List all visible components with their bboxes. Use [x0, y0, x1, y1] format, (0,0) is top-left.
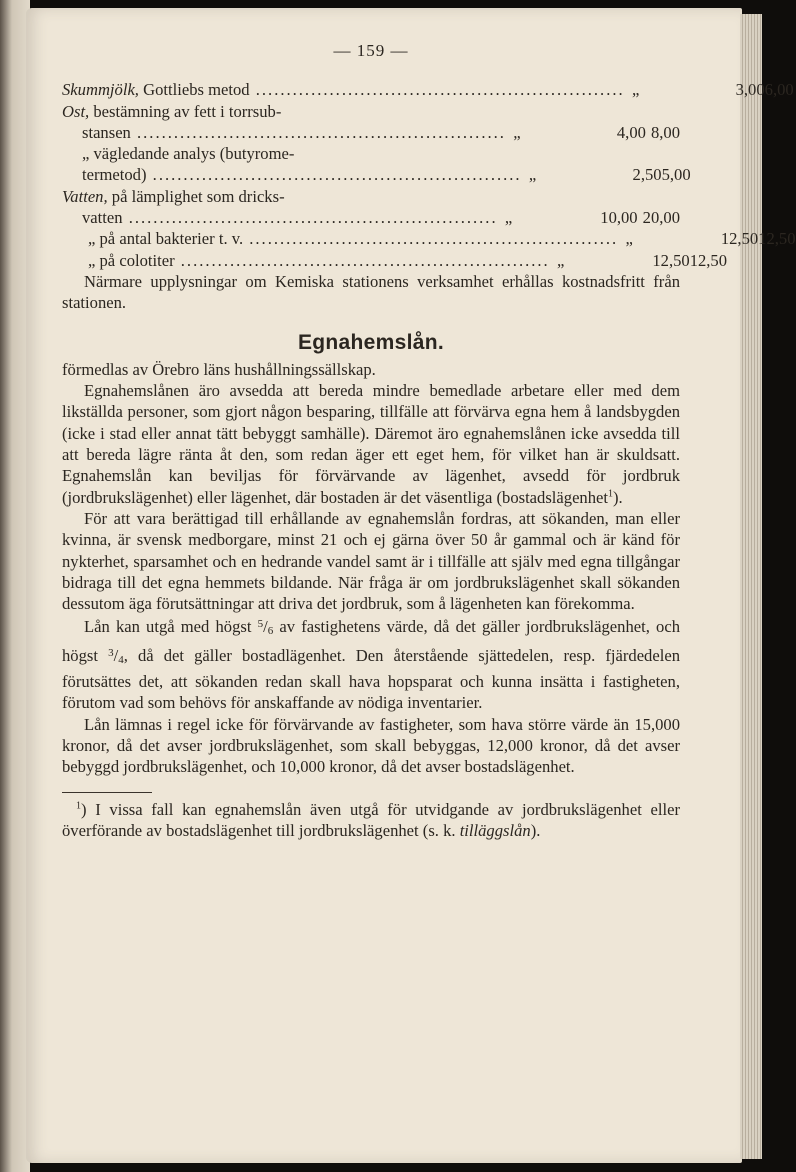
price-row [62, 164, 691, 185]
footnote-rule [62, 792, 152, 793]
price-row-ditto-mark: „ [513, 122, 521, 142]
price-row-text: stansen [82, 122, 131, 142]
footnote: $^1$) I vissa fall kan egnahemslån även utgå för utvidgande av jordbrukslägenhet eller överförande av bostadslägenhet till jordbrukslägenhet (s. k. tilläggslån). [62, 799, 680, 840]
paragraph-loan-amount: Lån kan utgå med högst $^5$/6 av fastighetens värde, då det gäller jordbrukslägenhet, och högst $^3$/4, då det gäller bostadlägenhet. Den återstående sjättedelen, resp. fjärdedelen förutsättes det, att sökanden redan skall hava hopsparat och kunna insätta i fastigheten, förutom vad som behövs för anskaffande av nödiga inventarier. [62, 617, 680, 713]
price-row-value-1: 12,50 [652, 250, 690, 270]
loan-text-a: Lån kan utgå med högst [84, 617, 258, 637]
price-row-text: „ på colotiter [88, 250, 175, 270]
price-row [62, 101, 680, 122]
price-row-value-1: 3,00 [735, 80, 765, 100]
page-number: — 159 — [333, 41, 409, 60]
loan-text-c: , då det gäller bostadlägenhet. Den återstående sjättedelen, resp. fjärdedelen förutsättes det, att sökanden redan skall hava hopsparat och kunna insätta i fastigheten, förutom vad som behövs för anskaffande av nödiga inventarier. [62, 645, 680, 713]
price-row [62, 250, 728, 271]
page-stack-edge [740, 14, 762, 1159]
footnote-mark: 1 [76, 799, 81, 811]
footnote-end: ). [530, 820, 541, 840]
price-row-value-2: 5,00 [661, 165, 691, 185]
price-row-text: Gottliebs metod [138, 80, 250, 100]
price-row-text: termetod) [82, 165, 147, 185]
price-row-description [62, 122, 506, 143]
leader-dots: ............................................................ [243, 229, 619, 249]
paragraph-purpose [62, 380, 680, 508]
footnote-ref: 1 [608, 488, 614, 500]
price-row-value-2 [562, 101, 680, 122]
price-row-value-1: 12,50 [720, 229, 759, 249]
price-row-category: Skummjölk, [62, 80, 139, 100]
info-paragraph: Närmare upplysningar om Kemiska stationens verksamhet erhållas kostnadsfritt från stationen. [62, 271, 680, 313]
price-row-value-2 [582, 143, 680, 164]
price-row-ditto-mark: „ [528, 165, 537, 185]
footnote-text: I vissa fall kan egnahemslån även utgå för utvidgande av jordbrukslägenhet eller överförande av bostadslägenhet till jordbrukslägenhet (s. k. [62, 799, 680, 840]
fraction-2-numerator: 3 [108, 646, 114, 659]
price-row-value-1: 10,00 [600, 208, 638, 228]
fraction-2-denominator: 4 [118, 653, 124, 666]
price-row-ditto-mark: „ [625, 229, 633, 249]
price-row-text: „ på antal bakterier t. v. [88, 229, 244, 249]
price-row-value-1 [444, 186, 562, 207]
price-row-value-2: 20,00 [642, 208, 680, 228]
paragraph-value-limits: Lån lämnas i regel icke för förvärvande av fastigheter, som hava större värde än 15,000 kronor, då det avser jordbrukslägenhet, som skall bebyggas, 12,000 kronor, då det avser bebyggd jordbrukslägenhet, och 10,000 kronor, då det avser bostadslägenhet. [62, 714, 680, 777]
price-row-description [62, 207, 498, 228]
price-row-ditto-mark [422, 186, 444, 207]
price-row-value-2: 12,50 [758, 229, 796, 249]
price-row-ditto-mark [422, 101, 444, 122]
leader-dots: ............................................................ [146, 165, 522, 185]
price-row-description [62, 228, 618, 249]
section-heading: Egnahemslån. [298, 330, 444, 354]
price-row-ditto-mark [442, 143, 464, 164]
leader-dots: ............................................................ [249, 80, 625, 100]
paragraph-purpose-end: ). [613, 487, 623, 507]
price-row-description [62, 250, 550, 271]
price-row-description [62, 79, 625, 100]
price-row-value-2: 8,00 [650, 122, 680, 142]
price-row-value-1: 2,50 [632, 165, 662, 185]
paragraph-purpose-text: Egnahemslånen äro avsedda att bereda mindre bemedlade arbetare eller med dem likställda personer, som gjort någon besparing, tillfälle att förvärva egna hem å landsbygden (icke i stad eller annat tätt bebyggt samhälle). Däremot äro egnahemslånen icke avsedda till att bereda lägre ränta åt den, som redan äger ett eget hem, för vilket han är skuldsatt. Egnahemslån kan beviljas för förvärvande av lägenhet, avsedd för jordbruk (jordbrukslägenhet) eller lägenhet, där bostaden är det väsentliga (bostadslägenhet [62, 381, 680, 507]
price-row-value-1: 4,00 [616, 122, 646, 142]
price-row-description [62, 164, 522, 185]
price-row-value-1 [464, 143, 582, 164]
price-row-text: vatten [82, 208, 123, 228]
price-row-value-2: 12,50 [689, 250, 728, 270]
price-row-ditto-mark: „ [504, 208, 513, 228]
price-row [62, 122, 680, 143]
price-row [62, 186, 680, 207]
price-table [62, 79, 796, 271]
price-row [62, 228, 796, 249]
price-row-ditto-mark: „ [631, 80, 640, 100]
footnote-italic-term: tilläggslån [459, 820, 531, 840]
price-row-description [62, 143, 442, 164]
price-row-category: Ost, [62, 101, 90, 121]
price-row-text: „ vägledande analys (butyrome- [82, 144, 295, 164]
price-row-text: bestämning av fett i torrsub- [89, 101, 282, 121]
price-row [62, 207, 680, 228]
price-row-value-1 [444, 101, 562, 122]
price-row-text: på lämplighet som dricks- [107, 186, 285, 206]
price-row-ditto-mark: „ [557, 250, 565, 270]
price-row-description [62, 186, 422, 207]
paragraph-intro: förmedlas av Örebro läns hushållningssällskap. [62, 359, 376, 379]
loan-text-b: av fastighetens värde, då det gäller jordbrukslägenhet, och högst [62, 617, 680, 665]
price-row-value-2: 6,00 [764, 80, 794, 100]
fraction-1-denominator: 6 [267, 625, 274, 638]
price-row-description [62, 101, 422, 122]
fraction-1-numerator: 5 [257, 618, 264, 631]
price-row-category: Vatten, [62, 186, 108, 206]
price-row-value-2 [562, 186, 680, 207]
paragraph-eligibility: För att vara berättigad till erhållande av egnahemslån fordras, att sökanden, man eller kvinna, är svensk medborgare, minst 21 och ej gärna över 50 år gammal och är känd för nykterhet, sparsamhet och en hedrande vandel samt är i tillfälle att själv med egna tillgångar bidraga till det egna hemmets bildande. När fråga är om jordbrukslägenhet skall sökanden dessutom äga förutsättningar att driva det jordbruk, som å lägenheten kan förekomma. [62, 508, 680, 614]
leader-dots: ............................................................ [174, 250, 550, 270]
leader-dots: ............................................................ [122, 208, 498, 228]
page-content [62, 40, 796, 841]
leader-dots: ............................................................ [130, 122, 506, 142]
price-row [62, 79, 794, 100]
price-row [62, 143, 680, 164]
